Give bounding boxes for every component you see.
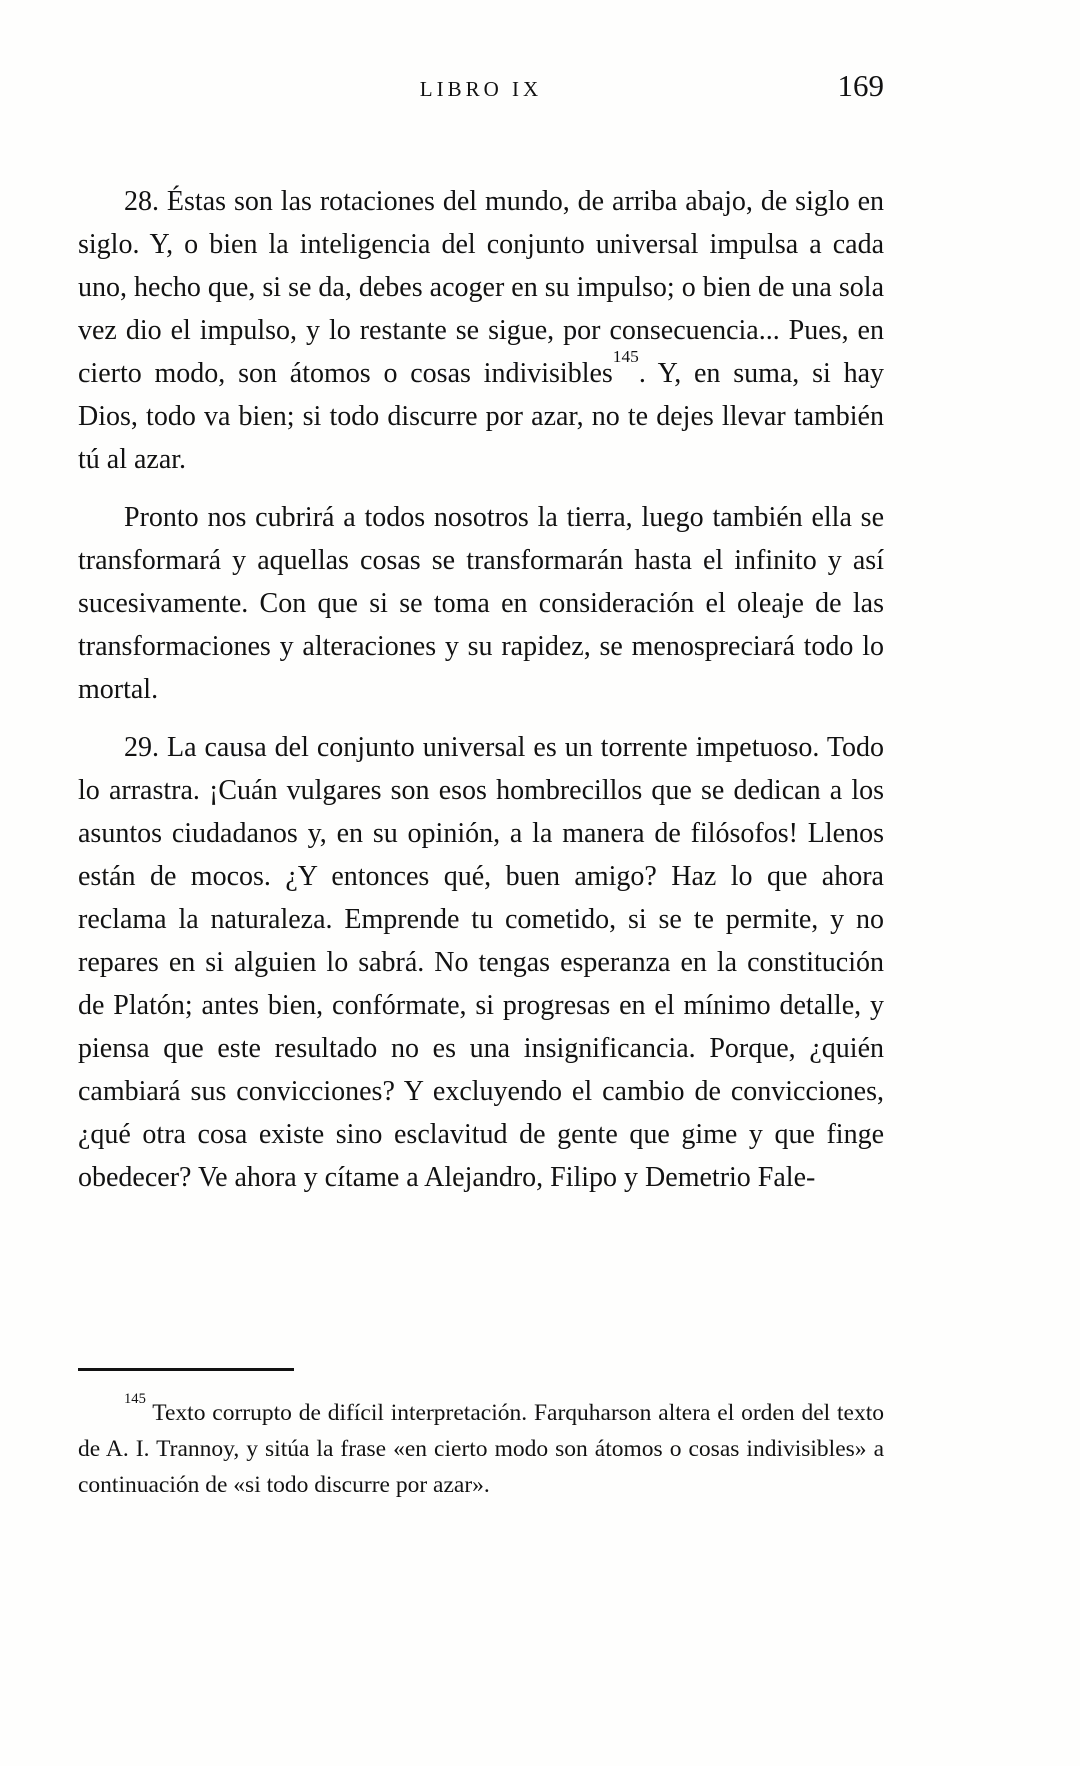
paragraph-28-text-before-ref: 28. Éstas son las rotaciones del mundo, de arriba abajo, de siglo en siglo. Y, o bien la inteligencia del conjunto universal impulsa a cada uno, hecho que, si se da, debes acoger en su impulso; o bien de una sola vez dio el impulso, y lo restante se sigue, por consecuencia... Pues, en cierto modo, son átomos o cosas indivisibles (78, 186, 884, 389)
paragraph-28-text-after-ref: . Y, en suma, si hay Dios, todo va bien; si todo discurre por azar, no te dejes llevar también tú al azar. (78, 358, 884, 475)
paragraph-28-continued: Pronto nos cubrirá a todos nosotros la tierra, luego también ella se transformará y aquellas cosas se transformarán hasta el infinito y así sucesivamente. Con que si se toma en consideración el oleaje de las transformaciones y alteraciones y su rapidez, se menospreciará todo lo mortal. (78, 502, 884, 705)
page-number: 169 (837, 68, 884, 103)
body-text (78, 180, 884, 1214)
running-title: LIBRO IX (419, 77, 543, 101)
footnote-145-marker: 145 (124, 1391, 146, 1408)
page-header (78, 68, 884, 112)
footnote-ref-145: 145 (612, 347, 639, 367)
footnote-rule (78, 1368, 294, 1371)
footnote-145 (78, 1391, 884, 1503)
paragraph-29: 29. La causa del conjunto universal es un torrente impetuoso. Todo lo arrastra. ¡Cuán vulgares son esos hombrecillos que se dedican a los asuntos ciudadanos y, en su opinión, a la manera de filósofos! Llenos están de mocos. ¿Y entonces qué, buen amigo? Haz lo que ahora reclama la naturaleza. Emprende tu cometido, si se te permite, y no repares en si alguien lo sabrá. No tengas esperanza en la constitución de Platón; antes bien, confórmate, si progresas en el mínimo detalle, y piensa que este resultado no es una insignificancia. Porque, ¿quién cambiará sus convicciones? Y excluyendo el cambio de convicciones, ¿qué otra cosa existe sino esclavitud de gente que gime y que finge obedecer? Ve ahora y cítame a Alejandro, Filipo y Demetrio Fale- (78, 732, 884, 1193)
footnote-145-text: Texto corrupto de difícil interpretación. Farquharson altera el orden del texto de A. I. Trannoy, y sitúa la frase «en cierto modo son átomos o cosas indivisibles» a continuación de «si todo discurre por azar». (78, 1400, 884, 1498)
paragraph-28 (78, 180, 884, 481)
footnote-area (78, 1368, 884, 1503)
